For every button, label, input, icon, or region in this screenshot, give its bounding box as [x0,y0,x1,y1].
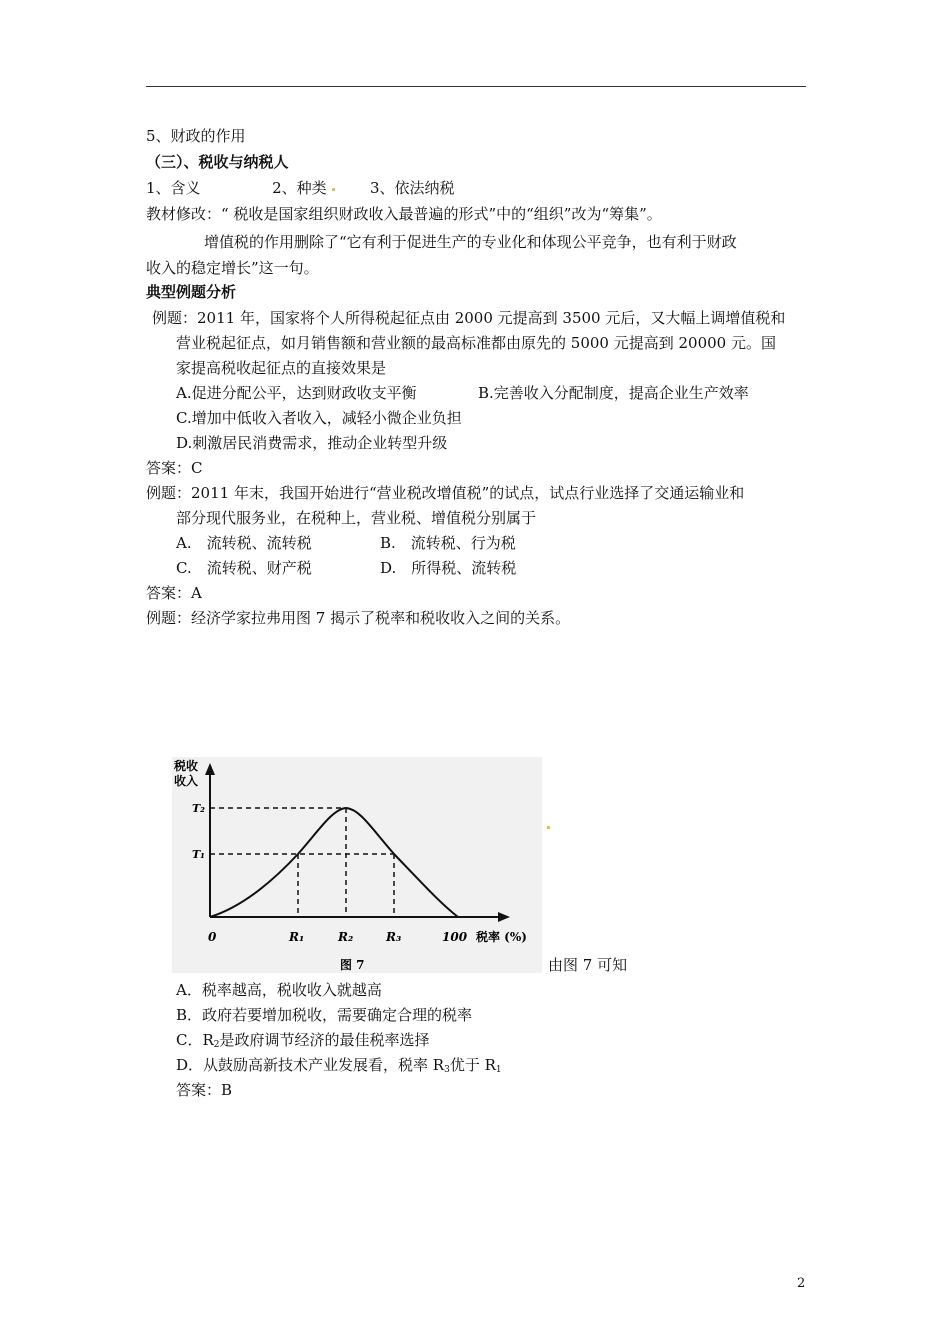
ex3-option-c-prefix: C．R [176,1031,214,1049]
laffer-curve-figure [172,757,542,973]
laffer-curve-graphic [172,757,542,973]
mark-dot [547,826,550,829]
vat-note-line-1: 增值税的作用删除了“它有利于促进生产的专业化和体现公平竞争，也有利于财政 [204,233,737,251]
ex3-stem: 例题：经济学家拉弗用图 7 揭示了税率和税收收入之间的关系。 [146,609,571,627]
ex3-option-d-subscript-1: 3 [444,1065,450,1075]
x-end-label: 100 [442,930,468,944]
mark-dot [332,188,335,191]
item-meaning: 1、含义 [146,179,201,197]
t1-label: T₁ [192,848,206,861]
ex3-option-c-text: 是政府调节经济的最佳税率选择 [219,1031,430,1049]
ex1-stem-1: 例题：2011 年，国家将个人所得税起征点由 2000 元提高到 3500 元后，又大幅上调增值税和 [152,309,786,327]
figure-caption: 图 7 [340,958,365,972]
origin-label: 0 [208,930,217,944]
textbook-edit: 教材修改：“ 税收是国家组织财政收入最普遍的形式”中的“组织”改为“筹集”。 [146,205,662,223]
ex1-stem-2: 营业税起征点，如月销售额和营业额的最高标准都由原先的 5000 元提高到 20000 元。国 [176,334,776,352]
r1-label: R₁ [289,930,305,944]
ex2-option-b: B. 流转税、行为税 [380,534,516,552]
r2-label: R₂ [338,930,354,944]
ex2-option-d: D. 所得税、流转税 [380,559,517,577]
header-rule [146,86,806,87]
section-3-items [146,178,455,198]
ex2-option-c: C. 流转税、财产税 [176,559,312,577]
examples-heading: 典型例题分析 [146,283,237,301]
ex2-stem-2: 部分现代服务业，在税种上，营业税、增值税分别属于 [176,509,537,527]
ex3-option-c-subscript: 2 [213,1040,220,1050]
ex3-option-b: B．政府若要增加税收，需要确定合理的税率 [176,1006,473,1024]
laffer-curve [210,808,458,917]
x-axis-label: 税率 (%) [476,930,527,944]
y-axis-label-line1: 税收 [174,759,199,773]
page-number: 2 [797,1276,806,1291]
ex1-stem-3: 家提高税收起征点的直接效果是 [176,359,387,377]
ex3-answer: 答案：B [176,1081,233,1099]
ex3-side-text: 由图 7 可知 [548,956,628,974]
item-lawful-tax: 3、依法纳税 [370,179,455,197]
ex3-option-d-prefix: D．从鼓励高新技术产业发展看，税率 R [176,1056,445,1074]
section-5-title: 5、财政的作用 [146,127,246,145]
ex2-option-a: A. 流转税、流转税 [176,534,312,552]
ex2-answer: 答案：A [146,584,202,602]
y-axis-arrow [205,763,215,775]
x-axis-arrow [498,912,510,922]
t2-label: T₂ [192,802,206,815]
ex3-option-d-subscript-2: 1 [495,1065,502,1075]
ex2-stem-1: 例题：2011 年末，我国开始进行“营业税改增值税”的试点，试点行业选择了交通运输业和 [146,484,745,502]
ex1-option-b: B.完善收入分配制度，提高企业生产效率 [478,384,749,402]
ex3-option-c [176,1030,430,1055]
ex3-option-a: A．税率越高，税收收入就越高 [176,981,382,999]
ex1-answer: 答案：C [146,459,203,477]
ex3-option-d [176,1055,502,1080]
ex1-option-a: A.促进分配公平，达到财政收支平衡 [176,384,417,402]
ex1-option-d: D.刺激居民消费需求，推动企业转型升级 [176,434,448,452]
section-3-title: （三）、税收与纳税人 [146,153,289,171]
r3-label: R₃ [386,930,402,944]
ex3-option-d-middle: 优于 R [449,1056,496,1074]
item-types: 2、种类 [272,179,327,197]
vat-note-line-2: 收入的稳定增长”这一句。 [146,259,319,277]
ex1-option-c: C.增加中低收入者收入，减轻小微企业负担 [176,409,462,427]
y-axis-label-line2: 收入 [174,774,199,788]
